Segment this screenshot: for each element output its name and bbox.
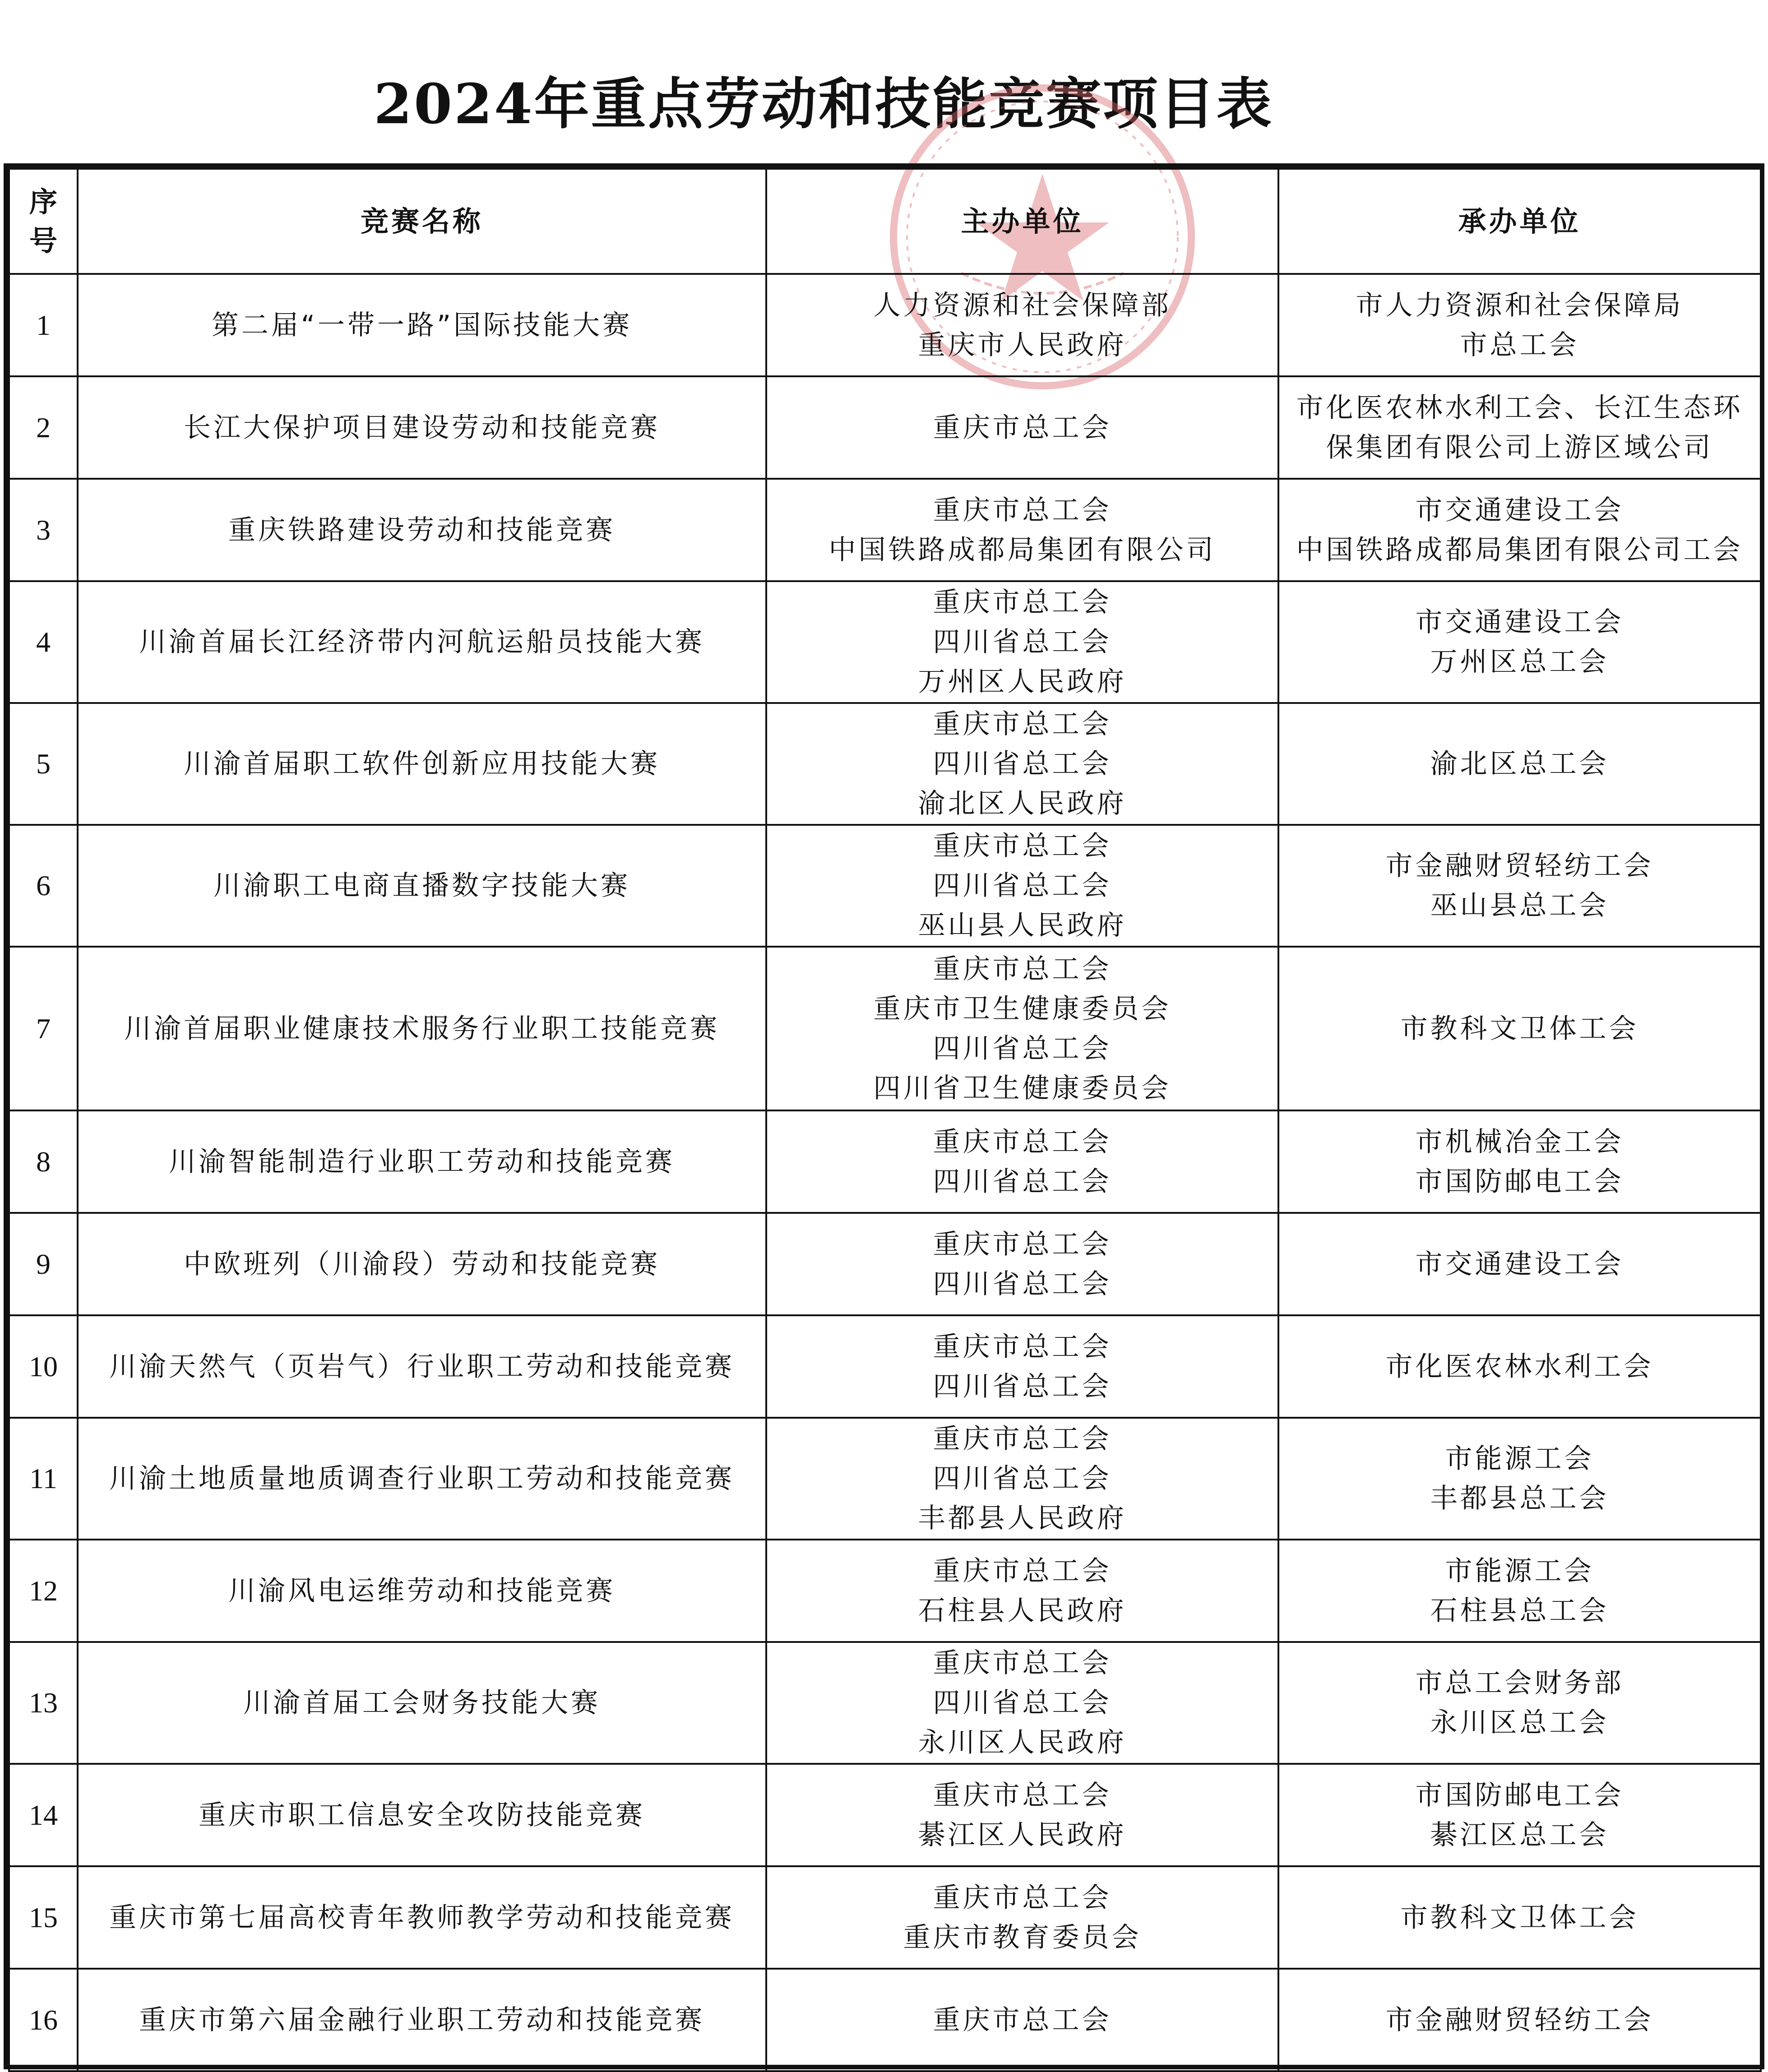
row-competition-name: 川渝首届职业健康技术服务行业职工技能竞赛 [78,947,766,1110]
row-organizer [766,1764,1278,1866]
row-undertaker [1278,376,1761,479]
row-undertaker-line: 市教科文卫体工会 [1400,1901,1639,1933]
row-undertaker [1278,1110,1761,1213]
row-undertaker [1278,1540,1761,1642]
row-undertaker-line: 綦江区总工会 [1430,1819,1609,1851]
row-undertaker-line: 市能源工会 [1445,1555,1594,1587]
row-organizer-line: 重庆市总工会 [933,1647,1112,1679]
row-organizer-line: 重庆市总工会 [933,1555,1112,1587]
row-organizer [766,376,1278,479]
row-organizer-line: 四川省总工会 [933,1032,1112,1064]
row-organizer [766,1540,1278,1642]
row-undertaker-line: 市化医农林水利工会、长江生态环 [1296,392,1743,424]
row-competition-name: 重庆市第六届金融行业职工劳动和技能竞赛 [78,1969,766,2071]
row-organizer-line: 重庆市总工会 [933,953,1112,985]
row-undertaker [1278,1969,1761,2071]
row-serial-number: 8 [9,1110,78,1213]
row-competition-name: 第二届“一带一路”国际技能大赛 [78,274,766,376]
row-organizer-line: 中国铁路成都局集团有限公司 [828,534,1216,566]
row-undertaker-line: 市交通建设工会 [1415,1248,1624,1280]
table-row [9,947,1761,1110]
row-undertaker-line: 渝北区总工会 [1430,748,1609,780]
row-organizer-line: 四川省卫生健康委员会 [873,1072,1171,1104]
table-body [9,274,1761,2071]
table-row [9,581,1761,703]
row-organizer-line: 四川省总工会 [933,870,1112,902]
row-organizer-line: 重庆市总工会 [933,830,1112,862]
row-organizer-line: 四川省总工会 [933,1463,1112,1494]
row-organizer-line: 四川省总工会 [933,748,1112,780]
row-organizer-line: 重庆市总工会 [933,1423,1112,1455]
row-undertaker [1278,1866,1761,1969]
row-undertaker-line: 市机械冶金工会 [1415,1126,1624,1158]
row-undertaker [1278,1213,1761,1315]
row-competition-name: 长江大保护项目建设劳动和技能竞赛 [78,376,766,479]
row-organizer [766,581,1278,703]
row-undertaker-line: 市金融财贸轻纺工会 [1385,2004,1654,2036]
row-undertaker-line: 市金融财贸轻纺工会 [1385,850,1654,882]
row-serial-number: 4 [9,581,78,703]
row-competition-name: 重庆铁路建设劳动和技能竞赛 [78,479,766,581]
row-serial-number: 5 [9,703,78,825]
row-undertaker-line: 市教科文卫体工会 [1400,1013,1639,1045]
row-organizer [766,1110,1278,1213]
row-competition-name: 川渝首届职工软件创新应用技能大赛 [78,703,766,825]
row-undertaker [1278,274,1761,376]
row-organizer-line: 四川省总工会 [933,1687,1112,1719]
table-row [9,1110,1761,1213]
table-row [9,1540,1761,1642]
table-row [9,376,1761,479]
row-organizer [766,1213,1278,1315]
row-organizer-line: 人力资源和社会保障部 [873,289,1171,321]
row-undertaker-line: 市能源工会 [1445,1443,1594,1475]
row-organizer-line: 重庆市总工会 [933,412,1112,444]
header-undertaker: 承办单位 [1278,169,1761,274]
row-competition-name: 川渝智能制造行业职工劳动和技能竞赛 [78,1110,766,1213]
row-competition-name: 川渝职工电商直播数字技能大赛 [78,825,766,947]
row-organizer-line: 重庆市卫生健康委员会 [873,993,1171,1025]
row-competition-name: 川渝天然气（页岩气）行业职工劳动和技能竞赛 [78,1315,766,1418]
page-title: 2024年重点劳动和技能竞赛项目表 [374,71,1273,136]
row-serial-number: 6 [9,825,78,947]
row-undertaker [1278,947,1761,1110]
row-competition-name: 中欧班列（川渝段）劳动和技能竞赛 [78,1213,766,1315]
row-organizer-line: 重庆市总工会 [933,587,1112,618]
row-serial-number: 1 [9,274,78,376]
table-row [9,1213,1761,1315]
row-competition-name: 川渝土地质量地质调查行业职工劳动和技能竞赛 [78,1418,766,1540]
table-row [9,479,1761,581]
row-organizer-line: 丰都县人民政府 [918,1503,1127,1534]
row-organizer [766,1969,1278,2071]
row-undertaker-line: 市人力资源和社会保障局 [1356,289,1684,321]
row-organizer [766,1315,1278,1418]
row-undertaker-line: 丰都县总工会 [1430,1483,1609,1514]
row-undertaker-line: 市交通建设工会 [1415,606,1624,638]
row-organizer [766,479,1278,581]
row-serial-number: 7 [9,947,78,1110]
row-organizer-line: 重庆市人民政府 [918,329,1127,361]
row-competition-name: 重庆市职工信息安全攻防技能竞赛 [78,1764,766,1866]
row-undertaker-line: 保集团有限公司上游区域公司 [1326,431,1713,463]
row-undertaker [1278,1315,1761,1418]
row-undertaker [1278,825,1761,947]
row-organizer-line: 重庆市教育委员会 [903,1921,1142,1953]
row-organizer-line: 重庆市总工会 [933,494,1112,526]
row-organizer-line: 巫山县人民政府 [918,910,1127,941]
header-serial-number [9,169,78,274]
row-competition-name: 川渝首届工会财务技能大赛 [78,1642,766,1764]
row-organizer-line: 綦江区人民政府 [918,1819,1127,1851]
row-undertaker-line: 市国防邮电工会 [1415,1166,1624,1198]
header-serial-line-1: 序 [29,185,57,218]
row-serial-number: 15 [9,1866,78,1969]
row-organizer [766,825,1278,947]
row-undertaker-line: 市国防邮电工会 [1415,1779,1624,1811]
table-row [9,1418,1761,1540]
row-organizer-line: 重庆市总工会 [933,1779,1112,1811]
row-organizer [766,274,1278,376]
row-undertaker-line: 市总工会财务部 [1415,1667,1624,1699]
row-serial-number: 14 [9,1764,78,1866]
table-row [9,1315,1761,1418]
row-undertaker [1278,479,1761,581]
row-organizer [766,1418,1278,1540]
row-organizer-line: 四川省总工会 [933,1370,1112,1402]
row-undertaker-line: 巫山县总工会 [1430,890,1609,921]
row-undertaker [1278,1418,1761,1540]
row-organizer-line: 重庆市总工会 [933,2004,1112,2036]
table-row [9,825,1761,947]
row-serial-number: 11 [9,1418,78,1540]
row-organizer-line: 重庆市总工会 [933,1126,1112,1158]
row-organizer [766,947,1278,1110]
row-competition-name: 川渝风电运维劳动和技能竞赛 [78,1540,766,1642]
row-competition-name: 川渝首届长江经济带内河航运船员技能大赛 [78,581,766,703]
table-row [9,703,1761,825]
row-undertaker-line: 中国铁路成都局集团有限公司工会 [1296,534,1743,566]
competition-table [4,163,1764,2069]
table-row [9,274,1761,376]
row-organizer [766,703,1278,825]
header-serial-line-2: 号 [29,224,57,257]
row-organizer-line: 四川省总工会 [933,1166,1112,1198]
row-organizer-line: 万州区人民政府 [918,666,1127,698]
row-serial-number: 3 [9,479,78,581]
row-organizer-line: 重庆市总工会 [933,708,1112,740]
table-row [9,1866,1761,1969]
row-undertaker-line: 市总工会 [1460,329,1579,361]
row-organizer-line: 渝北区人民政府 [918,788,1127,819]
row-organizer [766,1866,1278,1969]
row-undertaker-line: 万州区总工会 [1430,646,1609,678]
row-organizer-line: 永川区人民政府 [918,1727,1127,1758]
row-undertaker-line: 市化医农林水利工会 [1385,1350,1654,1383]
table-row [9,1642,1761,1764]
row-undertaker [1278,1764,1761,1866]
row-undertaker-line: 石柱县总工会 [1430,1595,1609,1627]
row-organizer-line: 四川省总工会 [933,626,1112,658]
row-organizer-line: 重庆市总工会 [933,1228,1112,1260]
row-organizer-line: 重庆市总工会 [933,1882,1112,1914]
row-serial-number: 13 [9,1642,78,1764]
row-serial-number: 12 [9,1540,78,1642]
row-undertaker [1278,703,1761,825]
row-organizer-line: 重庆市总工会 [933,1331,1112,1363]
row-undertaker-line: 永川区总工会 [1430,1707,1609,1739]
row-undertaker [1278,581,1761,703]
row-competition-name: 重庆市第七届高校青年教师教学劳动和技能竞赛 [78,1866,766,1969]
row-serial-number: 9 [9,1213,78,1315]
row-organizer [766,1642,1278,1764]
table-row [9,1764,1761,1866]
row-undertaker-line: 市交通建设工会 [1415,494,1624,526]
header-competition-name: 竞赛名称 [78,169,766,274]
header-organizer: 主办单位 [766,169,1278,274]
row-organizer-line: 四川省总工会 [933,1268,1112,1300]
competition-table-grid [8,168,1762,2072]
row-serial-number: 10 [9,1315,78,1418]
row-undertaker [1278,1642,1761,1764]
table-row [9,1969,1761,2071]
row-serial-number: 16 [9,1969,78,2071]
row-serial-number: 2 [9,376,78,479]
row-organizer-line: 石柱县人民政府 [918,1595,1127,1627]
header-row [9,169,1761,274]
